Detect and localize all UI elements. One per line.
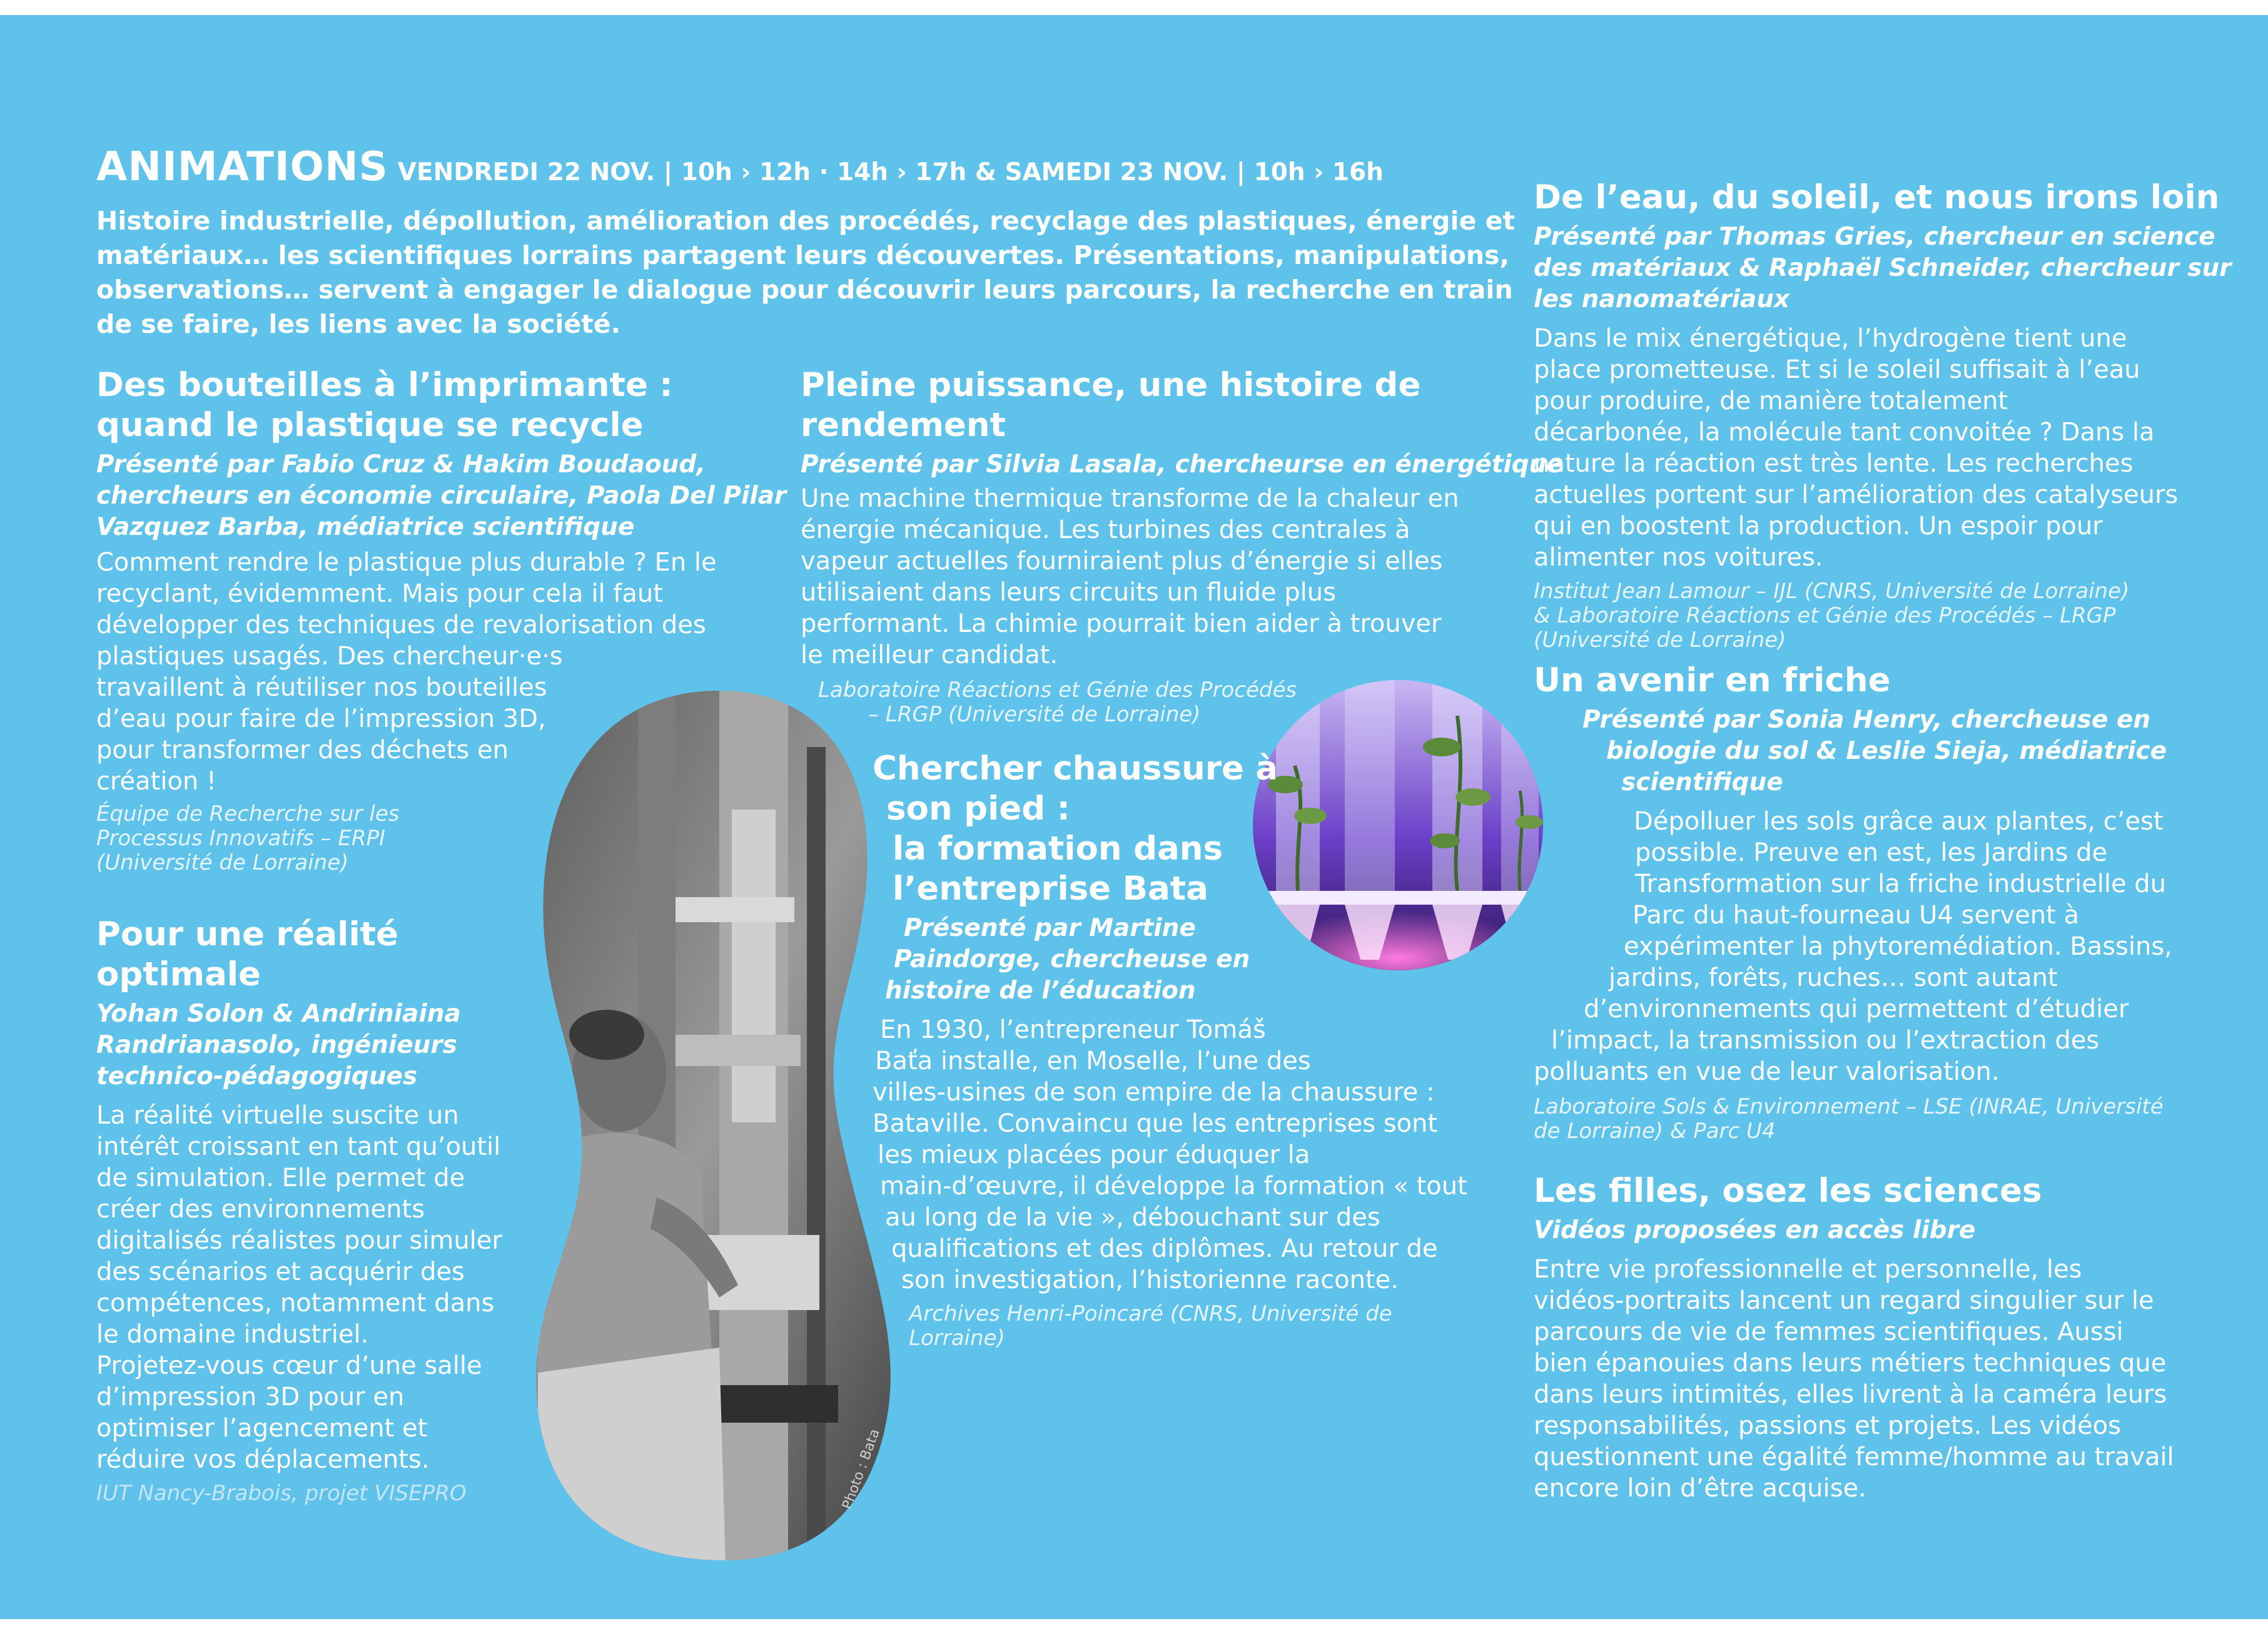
section-title: Un avenir en friche [1534,661,1891,699]
section-body: La réalité virtuelle suscite un intérêt croissant en tant qu’outil de simulation. Elle permet de créer des environnements digitalisés réalistes pour simuler des scénarios et acquérir des compétences, notamment dans le domaine industriel. Projetez-vous cœur d’une salle d’impression 3D pour en optimiser l’agencement et réduire vos déplacements. [96,1101,502,1474]
presenter: Présenté par Sonia Henry, chercheuse en biologie du sol & Leslie Sieja, médiatrice scientifique [1582,706,2167,796]
lab-credit: Équipe de Recherche sur les Processus Innovatifs – ERPI (Université de Lorraine) [96,801,400,875]
section-body: Dépolluer les sols grâce aux plantes, c’est possible. Preuve en est, les Jardins de Transformation sur la friche industrielle du Parc du haut-fourneau U4 servent à expérimenter la phytoremédiation. Bassins, jardins, forêts, ruches… sont autant d’environnements qui permettent d’étudier l’impact, la transmission ou l’extraction des polluants en vue de leur valorisation. [1534,807,2172,1086]
section-body: Entre vie professionnelle et personnelle, les vidéos-portraits lancent un regard singulier sur le parcours de vie de femmes scientifiques. Aussi bien épanouies dans leurs métiers techniques que dans leurs intimités, elles livrent à la caméra leurs responsabilités, passions et projets. Les vidéos questionnent une égalité femme/homme au travail encore loin d’être acquise. [1534,1255,2174,1503]
intro-text [96,204,1516,342]
section-puissance [801,365,1563,727]
presenter: Yohan Solon & Andriniaina Randrianasolo, ingénieurs technico-pédagogiques [96,1000,461,1090]
section-eau [1534,178,2234,653]
poster-panel [0,15,2268,1619]
presenter: Vidéos proposées en accès libre [1534,1216,1976,1244]
section-title: Chercher chaussure à son pied : la formation dans l’entreprise Bata [873,749,1278,908]
section-body: Une machine thermique transforme de la chaleur en énergie mécanique. Les turbines des centrales à vapeur actuelles fourniraient plus d’énergie si elles utilisaient dans leurs circuits un fluide plus performant. La chimie pourrait bien aider à trouver le meilleur candidat. [801,484,1459,669]
section-realite [96,915,534,1506]
section-body: Dans le mix énergétique, l’hydrogène tient une place prometteuse. Et si le soleil suffisait à l’eau pour produire, de manière totalement décarbonée, la molécule tant convoitée ? Dans la nature la réaction est très lente. Les recherches actuelles portent sur l’amélioration des catalyseurs qui en boostent la production. Un espoir pour alimenter nos voitures. [1534,324,2179,572]
lab-credit: IUT Nancy-Brabois, projet VISEPRO [96,1481,467,1506]
presenter: Présenté par Silvia Lasala, chercheurse en énergétique [801,450,1563,479]
section-title: Les filles, osez les sciences [1534,1172,2042,1210]
photo-credit: Photo : Bata [839,1426,883,1512]
lab-credit: Laboratoire Sols & Environnement – LSE (INRAE, Université de Lorraine) & Parc U4 [1534,1094,2164,1144]
section-title: Pleine puissance, une histoire de rendement [801,366,1421,444]
section-title: Des bouteilles à l’imprimante : quand le plastique se recycle [96,366,673,444]
section-chaussure [873,749,1498,1351]
intro-line: matériaux… les scientifiques lorrains partagent leurs découvertes. Présentations, manipulations, [96,240,1510,270]
intro-line: observations… servent à engager le dialogue pour découvrir leurs parcours, la recherche en train [96,275,1513,305]
section-body: En 1930, l’entrepreneur Tomáš Baťa installe, en Moselle, l’une des villes-usines de son empire de la chaussure : Bataville. Convaincu que les entreprises sont les mieux placées pour éduquer la main-d’œuvre, il développe la formation « tout au long de la vie », débouchant sur des qualifications et des diplômes. Au retour de son investigation, l’historienne raconte. [873,1015,1467,1294]
section-title: De l’eau, du soleil, et nous irons loin [1534,178,2220,216]
header [96,144,1535,190]
presenter: Présenté par Fabio Cruz & Hakim Boudaoud, chercheurs en économie circulaire, Paola Del Pilar Vazquez Barba, médiatrice scientifique [96,450,787,541]
page-title: ANIMATIONS [96,144,388,190]
presenter: Présenté par Thomas Gries, chercheur en science des matériaux & Raphaël Schneider, chercheur sur les nanomatériaux [1534,223,2232,313]
section-friche [1534,661,2234,1144]
section-filles [1534,1171,2234,1504]
presenter: Présenté par Martine Paindorge, chercheuse en histoire de l’éducation [885,914,1250,1005]
lab-credit: Archives Henri-Poincaré (CNRS, Université de Lorraine) [909,1301,1392,1351]
intro-line: Histoire industrielle, dépollution, amélioration des procédés, recyclage des plastiques, énergie et [96,206,1516,236]
lab-credit: Institut Jean Lamour – IJL (CNRS, Université de Lorraine) & Laboratoire Réactions et Génie des Procédés – LRGP (Université de Lorraine) [1534,579,2130,653]
intro-line: de se faire, les liens avec la société. [96,309,621,339]
event-dates: VENDREDI 22 NOV. | 10h › 12h · 14h › 17h & SAMEDI 23 NOV. | 10h › 16h [397,158,1384,186]
section-title: Pour une réalité optimale [96,915,398,993]
section-body: Comment rendre le plastique plus durable ? En le recyclant, évidemment. Mais pour cela il faut développer des techniques de revalorisation des plastiques usagés. Des chercheur·e·s travaillent à réutiliser nos bouteilles d’eau pour faire de l’impression 3D, pour transformer des déchets en création ! [96,548,717,796]
section-bouteilles [96,365,787,875]
lab-credit: Laboratoire Réactions et Génie des Procédés – LRGP (Université de Lorraine) [818,678,1297,727]
